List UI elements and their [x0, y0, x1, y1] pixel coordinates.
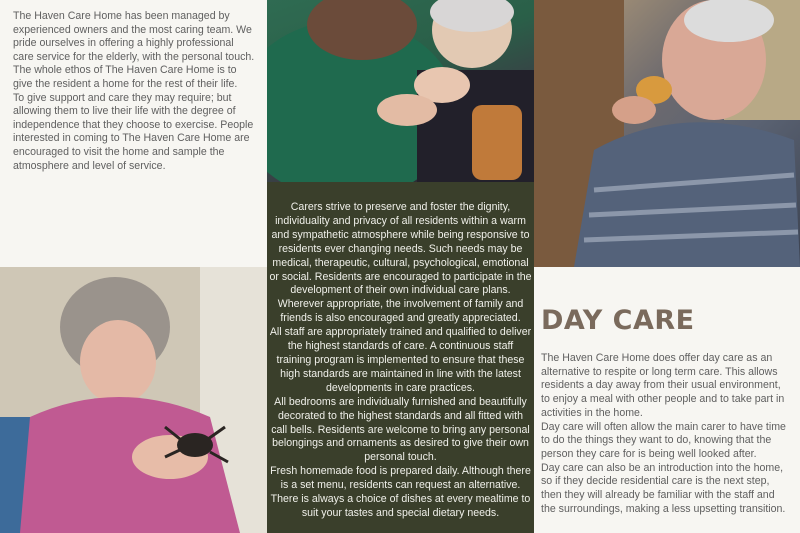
- day-care-paragraph: The Haven Care Home does offer day care as an alternative to respite or long term care. This allows residents a day away from their usual environment, to enjoy a meal with other people and to take part in activities in the home.: [541, 352, 785, 419]
- intro-paragraph: The whole ethos of The Haven Care Home is to give the resident a home for the rest of their life.: [13, 64, 238, 90]
- photo-resident-with-spider: [0, 267, 267, 533]
- photo-carer-holding-hands: [267, 0, 534, 182]
- day-care-paragraph: Day care can also be an introduction into the home, so if they decide residential care is the next step, then they will already be familiar with the staff and the surroundings, making a less upsetting transition.: [541, 461, 786, 515]
- care-paragraph: All bedrooms are individually furnished and beautifully decorated to the highest standards and all fitted with call bells. Residents are welcome to bring any personal belongings and ornaments as desired to give their own personal touch.: [271, 395, 530, 464]
- care-text-panel: [267, 182, 534, 533]
- care-paragraph: All staff are appropriately trained and qualified to deliver the highest standards of care. A continuous staff training program is implemented to ensure that these high standards are maintained in line with the latest developments in care practices.: [269, 326, 532, 394]
- intro-paragraph: To give support and care they may require; but allowing them to live their life with the degree of independence that they choose to exercise. People interested in coming to The Haven Care Home are encouraged to visit the home and sample the atmosphere and level of service.: [13, 91, 254, 172]
- photo-resident-with-spider-illustration: [0, 267, 267, 533]
- day-care-heading: DAY CARE: [541, 305, 695, 336]
- care-paragraph: Carers strive to preserve and foster the dignity, individuality and privacy of all residents within a warm and sympathetic atmosphere while being responsive to residents ever changing needs. Such needs may be medical, therapeutic, cultural, psychological, emotional or social. Residents are encouraged to participate in the development of their own individual care plans. Wherever appropriate, the involvement of family and friends is also encouraged and greatly appreciated.: [269, 201, 532, 325]
- care-paragraph: Fresh homemade food is prepared daily. Although there is a set menu, residents can request an alternative. There is always a choice of dishes at every mealtime to suit your tastes and special dietary needs.: [270, 465, 531, 519]
- day-care-paragraph: Day care will often allow the main carer to have time to do the things they want to do, knowing that the person they care for is being well looked after.: [541, 420, 786, 460]
- intro-paragraph: The Haven Care Home has been managed by experienced owners and the most caring team. We pride ourselves in offering a highly professional care service for the elderly, with the personal touch.: [13, 10, 255, 63]
- photo-carer-holding-hands-illustration: [267, 0, 534, 182]
- photo-resident-with-chick: [534, 0, 800, 267]
- intro-text-panel: [0, 0, 267, 267]
- day-care-panel: [534, 267, 800, 533]
- photo-resident-with-chick-illustration: [534, 0, 800, 267]
